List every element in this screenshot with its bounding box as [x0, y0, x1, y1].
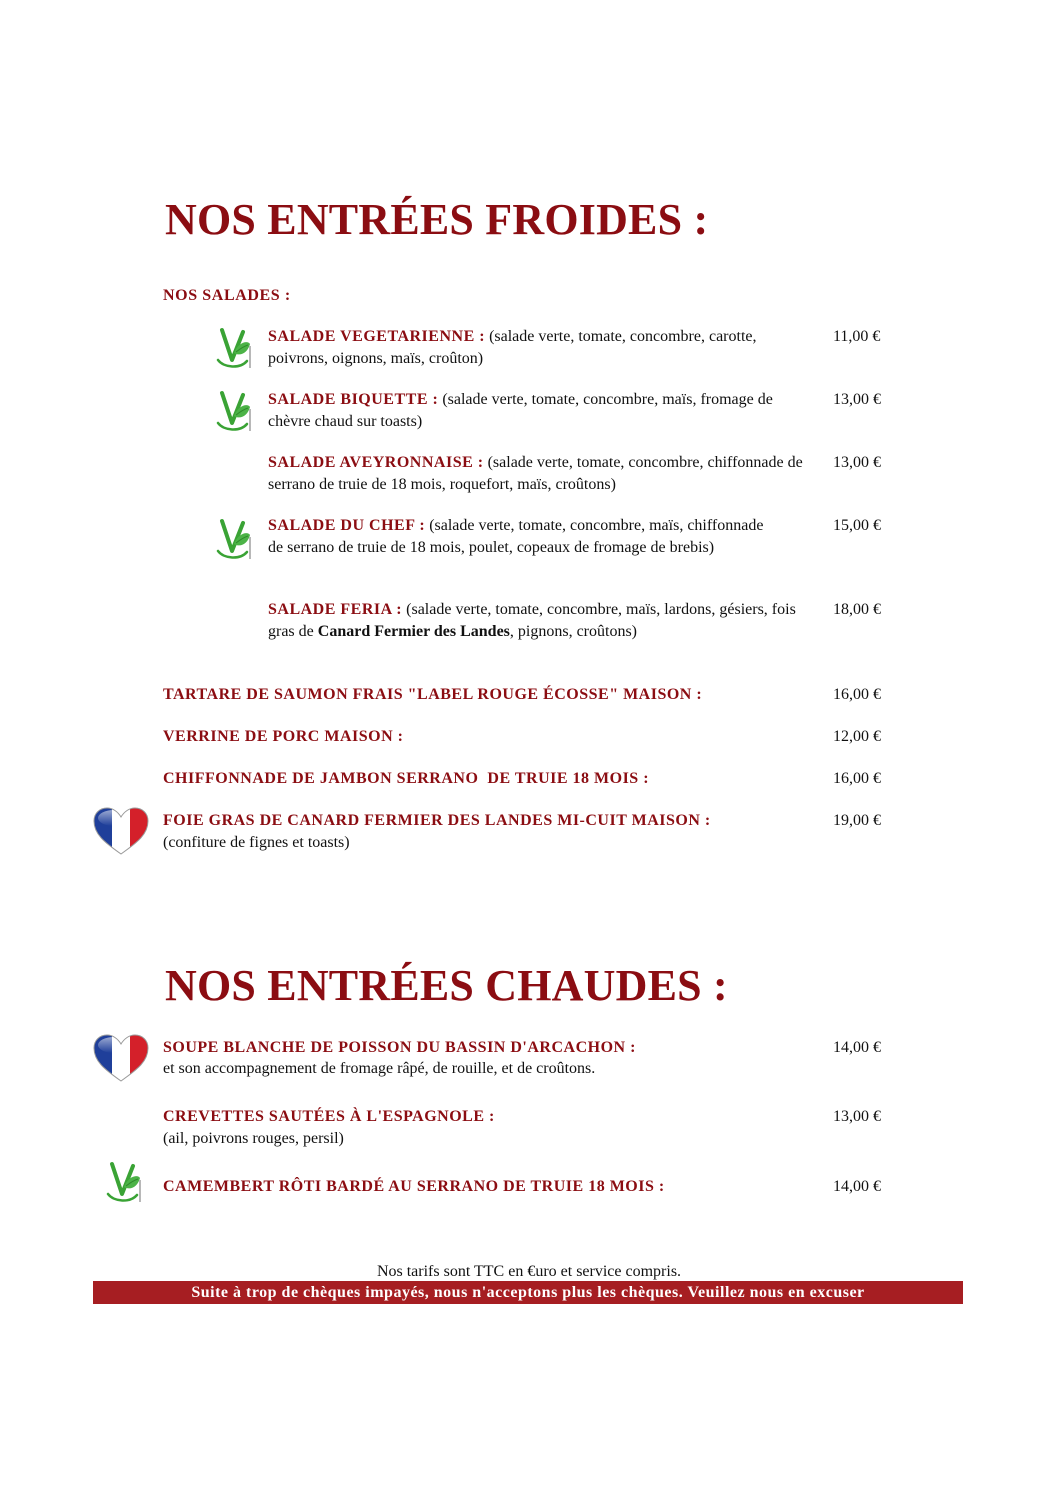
french-heart-icon [92, 1033, 150, 1083]
item-name: FOIE GRAS DE CANARD FERMIER DES LANDES MI-CUIT MAISON : [163, 812, 711, 829]
item-price: 13,00 € [833, 391, 881, 408]
item-description: (salade verte, tomate, concombre, maïs, chiffonnade de serrano de truie de 18 mois, poulet, copeaux de fromage de brebis) [268, 517, 764, 556]
vegetarian-icon [104, 1160, 144, 1204]
item-name: SALADE AVEYRONNAISE : [268, 454, 484, 471]
item-description: (salade verte, tomate, concombre, chiffonnade de serrano de truie de 18 mois, roquefort, maïs, croûtons) [268, 454, 803, 493]
item-price: 16,00 € [833, 686, 881, 703]
item-name: SALADE VEGETARIENNE : [268, 328, 486, 345]
pricing-note: Nos tarifs sont TTC en €uro et service compris. [376, 1263, 682, 1280]
vegetarian-icon [214, 389, 254, 433]
item-description-highlight: Canard Fermier des Landes [317, 622, 510, 640]
item-description: (salade verte, tomate, concombre, carotte, poivrons, oignons, maïs, croûton) [268, 328, 757, 367]
salads-header: NOS SALADES : [163, 287, 291, 304]
item-price: 19,00 € [833, 812, 881, 829]
item-description-end: , pignons, croûtons) [509, 622, 638, 640]
vegetarian-icon [214, 326, 254, 370]
item-description: (confiture de fignes et toasts) [163, 834, 350, 851]
item-name: SALADE FERIA : [268, 601, 403, 618]
item-name: CHIFFONNADE DE JAMBON SERRANO DE TRUIE 18 MOIS : [163, 770, 650, 787]
item-price: 15,00 € [833, 517, 881, 534]
item-description: (salade verte, tomate, concombre, maïs, fromage de chèvre chaud sur toasts) [268, 391, 773, 430]
item-name: VERRINE DE PORC MAISON : [163, 728, 404, 745]
item-price: 13,00 € [833, 1108, 881, 1125]
item-price: 16,00 € [833, 770, 881, 787]
french-heart-icon [92, 806, 150, 856]
item-price: 14,00 € [833, 1178, 881, 1195]
item-name: CAMEMBERT RÔTI BARDÉ AU SERRANO DE TRUIE 18 MOIS : [163, 1178, 665, 1195]
item-description: (salade verte, tomate, concombre, maïs, lardons, gésiers, fois gras de [268, 601, 796, 640]
hot-section-title: NOS ENTRÉES CHAUDES : [165, 961, 728, 1010]
item-name: CREVETTES SAUTÉES À L'ESPAGNOLE : [163, 1108, 495, 1125]
item-price: 11,00 € [833, 328, 881, 345]
item-price: 12,00 € [833, 728, 881, 745]
item-name: SALADE BIQUETTE : [268, 391, 439, 408]
cold-section-title: NOS ENTRÉES FROIDES : [165, 195, 709, 244]
item-description: et son accompagnement de fromage râpé, de rouille, et de croûtons. [163, 1060, 596, 1077]
item-price: 14,00 € [833, 1039, 881, 1056]
item-name: SOUPE BLANCHE DE POISSON DU BASSIN D'ARCACHON : [163, 1039, 636, 1056]
vegetarian-icon [214, 517, 254, 561]
item-price: 13,00 € [833, 454, 881, 471]
item-name: SALADE DU CHEF : [268, 517, 426, 534]
cheque-notice-banner: Suite à trop de chèques impayés, nous n'acceptons plus les chèques. Veuillez nous en excuser [93, 1281, 963, 1304]
item-description: (ail, poivrons rouges, persil) [163, 1130, 344, 1147]
item-price: 18,00 € [833, 601, 881, 618]
item-name: TARTARE DE SAUMON FRAIS "LABEL ROUGE ÉCOSSE" MAISON : [163, 686, 703, 703]
